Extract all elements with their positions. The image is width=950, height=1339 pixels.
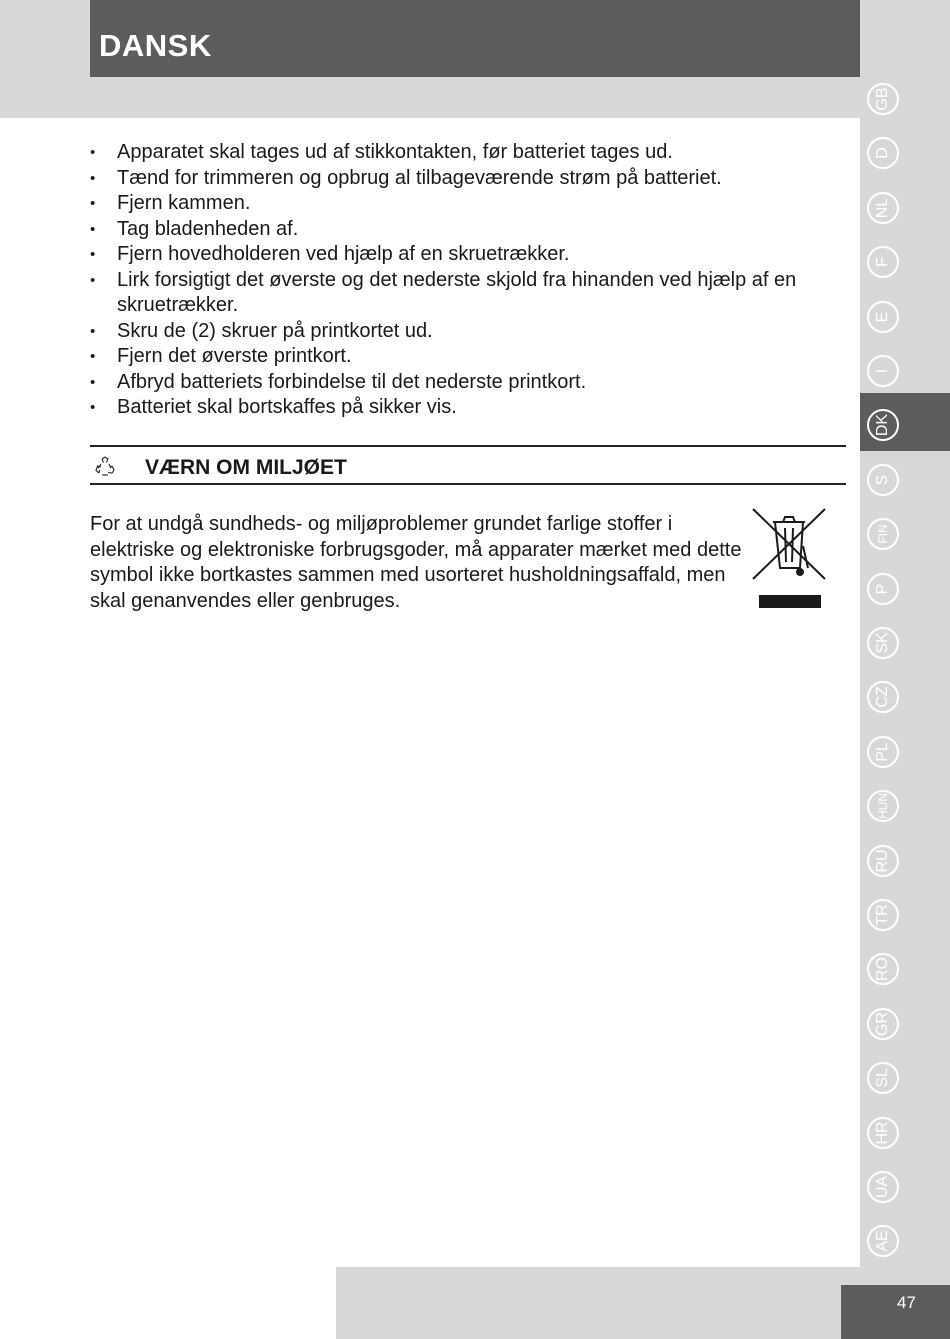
lang-tab-label: UA — [874, 1175, 891, 1199]
step-item: • Fjern kammen. — [90, 191, 846, 217]
lang-tab-label: P — [874, 583, 891, 594]
lang-tab-label: AE — [874, 1230, 891, 1253]
step-item: • Apparatet skal tages ud af stikkontakten, før batteriet tages ud. — [90, 140, 846, 166]
step-item: • Fjern hovedholderen ved hjælp af en skruetrækker. — [90, 242, 846, 268]
crossed-out-wheelie-bin-icon — [750, 506, 828, 611]
lang-tab-sk[interactable] — [867, 627, 899, 659]
lang-tab-label: CZ — [874, 686, 891, 709]
lang-tab-label: D — [874, 147, 891, 160]
lang-tab-label: GR — [874, 1011, 891, 1036]
section-title: VÆRN OM MILJØET — [145, 456, 347, 479]
lang-tab-fin[interactable] — [867, 518, 899, 550]
lang-tab-label: PL — [874, 742, 891, 762]
lang-tab-label: RU — [874, 849, 891, 873]
lang-tab-pl[interactable] — [867, 736, 899, 768]
lang-tab-ru[interactable] — [867, 845, 899, 877]
lang-tab-i[interactable] — [867, 355, 899, 387]
lang-tab-label: FIN — [876, 524, 890, 544]
language-tabs — [860, 0, 950, 1339]
lang-tab-label: RO — [874, 957, 891, 982]
step-item: • Lirk forsigtigt det øverste og det nederste skjold fra hinanden ved hjælp af en skruetrækker. — [90, 268, 846, 319]
environment-text: For at undgå sundheds- og miljøproblemer grundet farlige stoffer i elektriske og elektroniske forbrugsgoder, må apparater mærket med dette symbol ikke bortkastes sammen med usorteret husholdningsaffald, men skal genanvendes eller genbruges. — [90, 513, 742, 612]
lang-tab-hr[interactable] — [867, 1117, 899, 1149]
lang-tab-label: SL — [874, 1068, 891, 1088]
environment-section-header — [90, 445, 846, 485]
lang-tab-label: GB — [874, 87, 891, 111]
lang-tab-tr[interactable] — [867, 899, 899, 931]
lang-tab-p[interactable] — [867, 573, 899, 605]
lang-tab-label: SK — [874, 632, 891, 654]
lang-tab-f[interactable] — [867, 246, 899, 278]
lang-tab-label: E — [874, 311, 891, 322]
lang-tab-gb[interactable] — [867, 83, 899, 115]
header-bar — [90, 0, 860, 77]
lang-tab-label: HR — [874, 1121, 891, 1145]
lang-tab-s[interactable] — [867, 464, 899, 496]
lang-tab-ro[interactable] — [867, 953, 899, 985]
page-number-box — [841, 1285, 950, 1339]
lang-tab-ua[interactable] — [867, 1171, 899, 1203]
steps-list — [90, 140, 846, 421]
step-item: • Skru de (2) skruer på printkortet ud. — [90, 319, 846, 345]
recycle-icon — [93, 455, 117, 479]
lang-tab-label: DK — [874, 414, 891, 437]
page-number: 47 — [897, 1293, 916, 1312]
lang-tab-ae[interactable] — [867, 1225, 899, 1257]
lang-tab-label: TR — [874, 904, 891, 926]
lang-tab-e[interactable] — [867, 301, 899, 333]
lang-tab-label: HUN — [876, 793, 890, 820]
lang-tab-sl[interactable] — [867, 1062, 899, 1094]
lang-tab-nl[interactable] — [867, 192, 899, 224]
step-item: • Afbryd batteriets forbindelse til det nederste printkort. — [90, 370, 846, 396]
lang-tab-label: S — [874, 474, 891, 486]
lang-tab-label: NL — [874, 197, 891, 219]
instruction-list — [90, 140, 846, 421]
lang-tab-cz[interactable] — [867, 681, 899, 713]
lang-tab-dk[interactable] — [867, 409, 899, 441]
lang-tab-label: I — [874, 368, 891, 374]
page-title: DANSK — [99, 28, 212, 63]
step-item: • Tænd for trimmeren og opbrug al tilbageværende strøm på batteriet. — [90, 166, 846, 192]
step-item: • Batteriet skal bortskaffes på sikker vis. — [90, 395, 846, 421]
lang-tab-gr[interactable] — [867, 1008, 899, 1040]
lang-tab-d[interactable] — [867, 137, 899, 169]
step-item: • Tag bladenheden af. — [90, 217, 846, 243]
lang-tab-hun[interactable] — [867, 790, 899, 822]
lang-tab-label: F — [874, 257, 891, 268]
step-item: • Fjern det øverste printkort. — [90, 344, 846, 370]
